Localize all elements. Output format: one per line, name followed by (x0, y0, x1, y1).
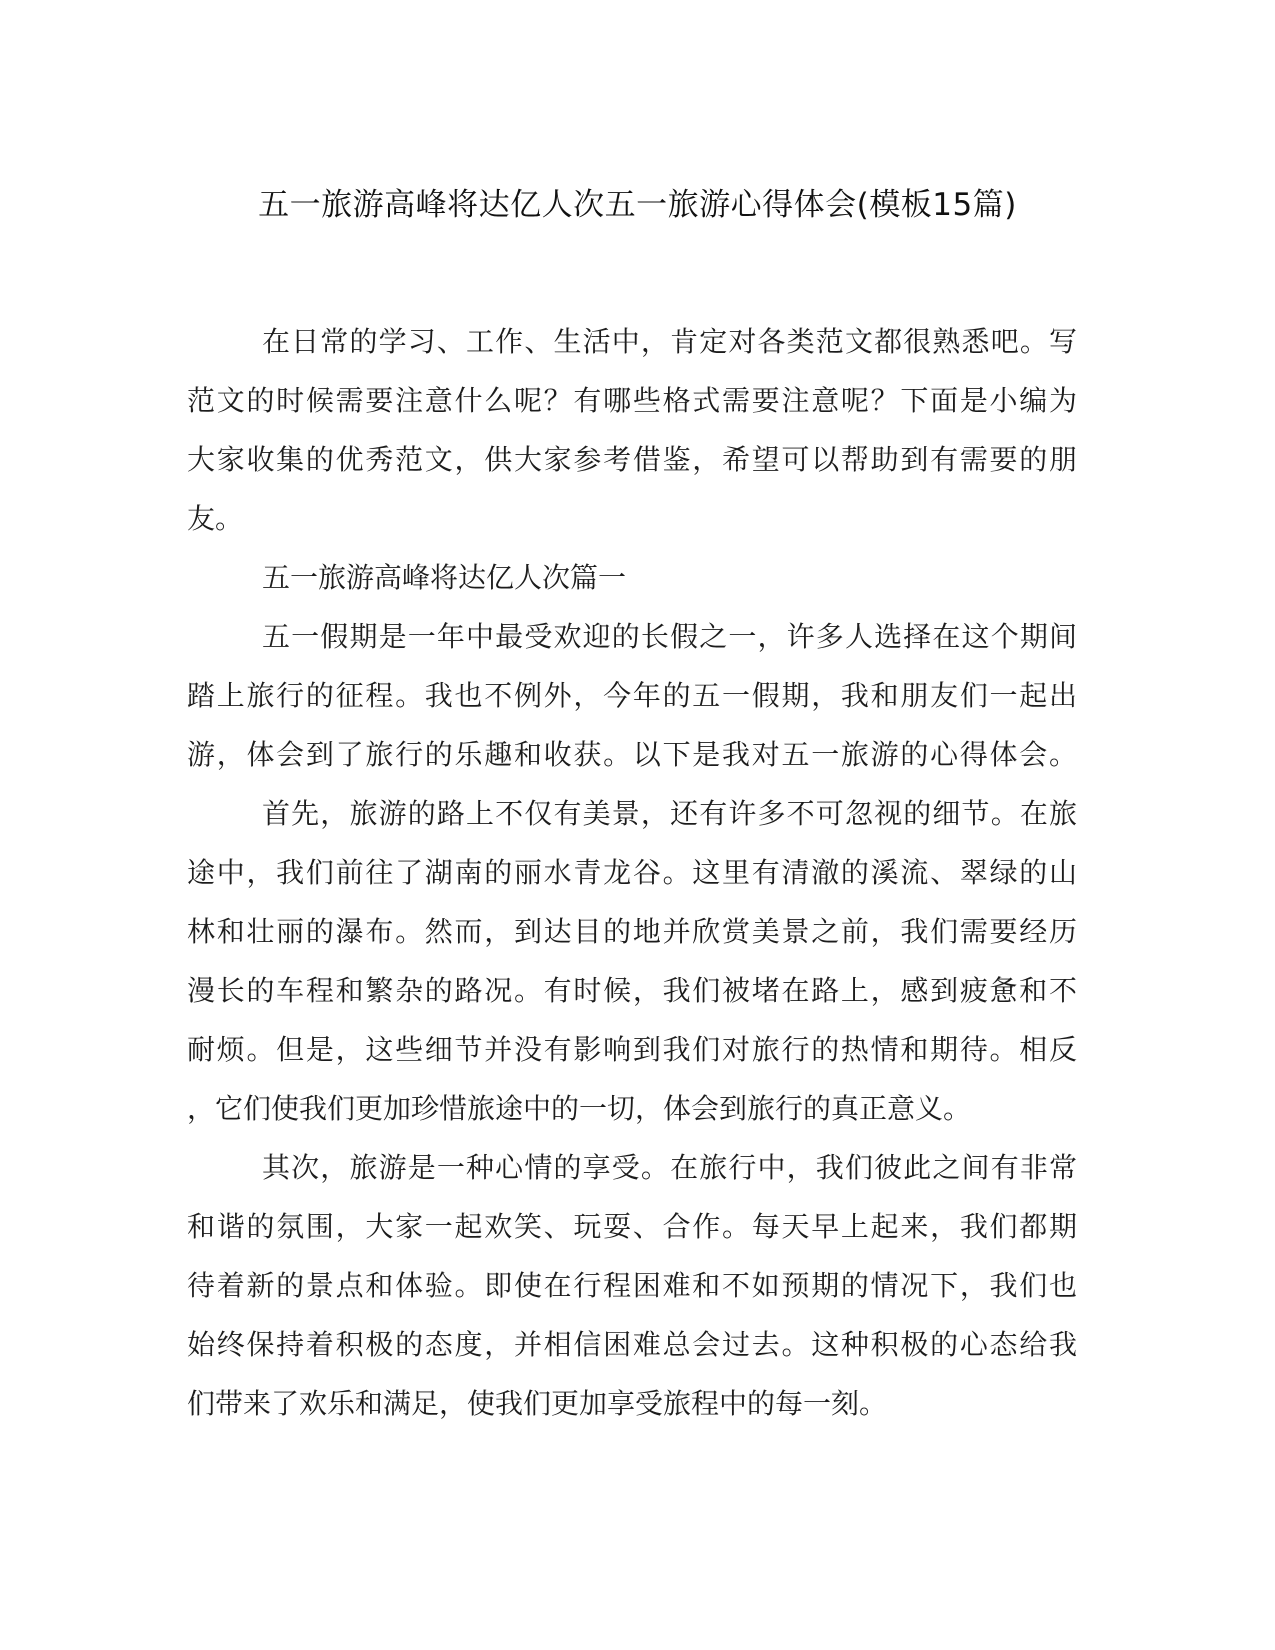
text-line: 林和壮丽的瀑布。然而，到达目的地并欣赏美景之前，我们需要经历 (187, 915, 1077, 948)
text-line: 友。 (187, 502, 244, 535)
text-line: 途中，我们前往了湖南的丽水青龙谷。这里有清澈的溪流、翠绿的山 (187, 856, 1077, 889)
text-line: 游，体会到了旅行的乐趣和收获。以下是我对五一旅游的心得体会。 (187, 738, 1077, 771)
text-line: 和谐的氛围，大家一起欢笑、玩耍、合作。每天早上起来，我们都期 (187, 1210, 1077, 1243)
text-line: 始终保持着积极的态度，并相信困难总会过去。这种积极的心态给我 (187, 1328, 1077, 1361)
text-line: 其次，旅游是一种心情的享受。在旅行中，我们彼此之间有非常 (262, 1151, 1077, 1184)
section-heading: 五一旅游高峰将达亿人次篇一 (262, 561, 627, 594)
text-line: 耐烦。但是，这些细节并没有影响到我们对旅行的热情和期待。相反 (187, 1033, 1077, 1066)
text-line: ，它们使我们更加珍惜旅途中的一切，体会到旅行的真正意义。 (187, 1092, 972, 1125)
text-line: 在日常的学习、工作、生活中，肯定对各类范文都很熟悉吧。写 (262, 325, 1077, 358)
text-line: 踏上旅行的征程。我也不例外，今年的五一假期，我和朋友们一起出 (187, 679, 1077, 712)
text-line: 范文的时候需要注意什么呢？有哪些格式需要注意呢？下面是小编为 (187, 384, 1077, 417)
text-line: 大家收集的优秀范文，供大家参考借鉴，希望可以帮助到有需要的朋 (187, 443, 1077, 476)
text-line: 漫长的车程和繁杂的路况。有时候，我们被堵在路上，感到疲惫和不 (187, 974, 1077, 1007)
text-line: 五一假期是一年中最受欢迎的长假之一，许多人选择在这个期间 (262, 620, 1077, 653)
text-line: 首先，旅游的路上不仅有美景，还有许多不可忽视的细节。在旅 (262, 797, 1077, 830)
text-line: 们带来了欢乐和满足，使我们更加享受旅程中的每一刻。 (187, 1387, 888, 1420)
text-line: 待着新的景点和体验。即使在行程困难和不如预期的情况下，我们也 (187, 1269, 1077, 1302)
document-title: 五一旅游高峰将达亿人次五一旅游心得体会(模板15篇) (258, 187, 1017, 223)
